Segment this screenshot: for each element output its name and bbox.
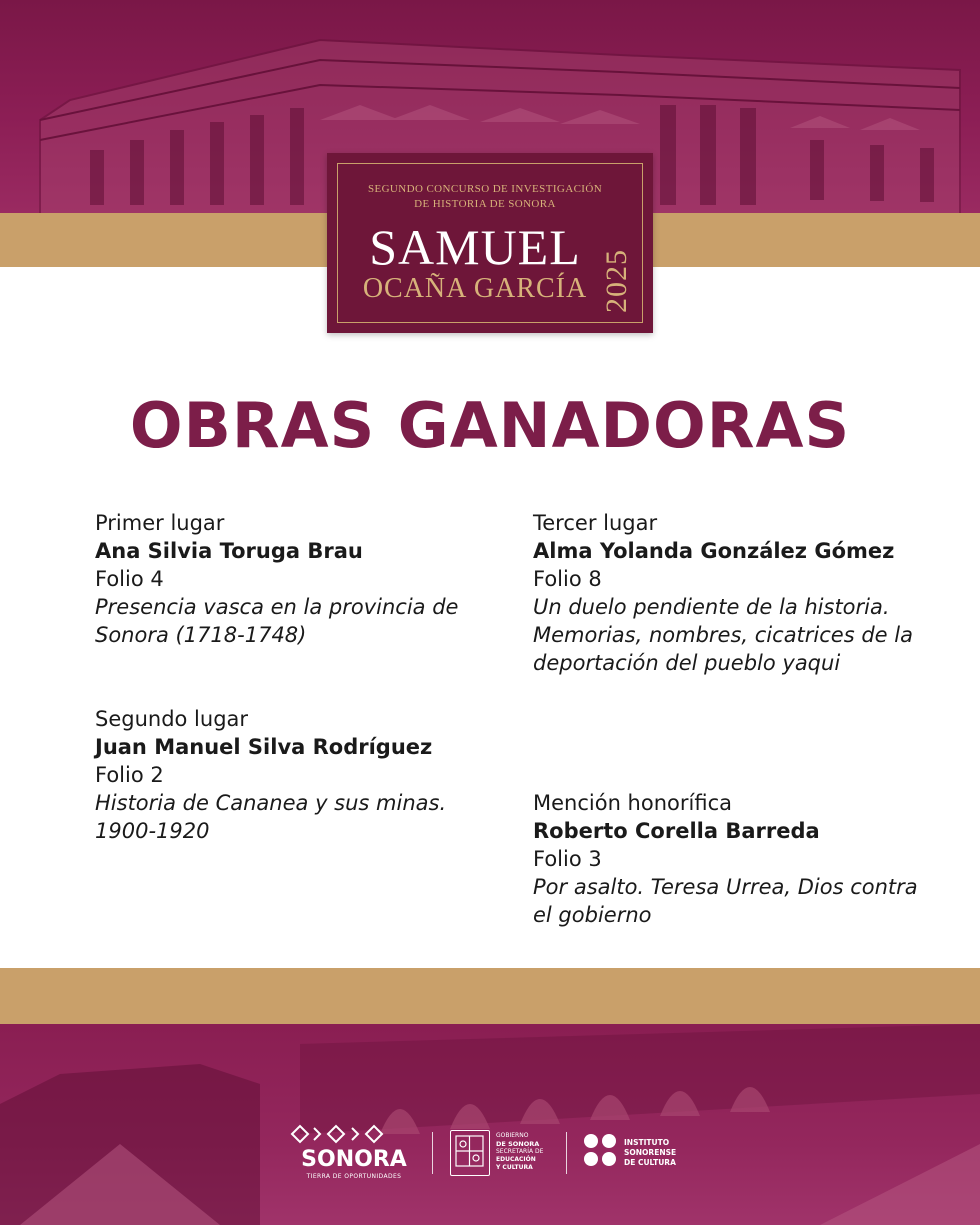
badge-kicker-line2: DE HISTORIA DE SONORA [414, 198, 556, 210]
winner-work: Un duelo pendiente de la historia. Memorias, nombres, cicatrices de la deportación del pueblo yaqui [533, 595, 913, 675]
winner-place: Mención honorífica [533, 791, 732, 815]
sonora-pattern-icon [290, 1124, 390, 1144]
badge-year: 2025 [600, 249, 633, 313]
winner-folio: Folio 4 [95, 567, 164, 591]
winner-place: Segundo lugar [95, 707, 249, 731]
isc-line1: INSTITUTO [624, 1138, 670, 1147]
instituto-text [624, 1138, 704, 1168]
sec-line5: Y CULTURA [496, 1164, 533, 1171]
sonora-logo [290, 1124, 420, 1184]
winner-place: Primer lugar [95, 511, 225, 535]
winner-third [533, 509, 933, 677]
winner-folio: Folio 3 [533, 847, 602, 871]
winner-work: Presencia vasca en la provincia de Sonora (1718-1748) [95, 595, 459, 647]
sonora-wordmark: SONORA [301, 1147, 407, 1172]
winner-person: Ana Silvia Toruga Brau [95, 539, 363, 563]
sec-line2: DE SONORA [496, 1140, 540, 1148]
winner-person: Alma Yolanda González Gómez [533, 539, 895, 563]
footer-photo-street [0, 1024, 980, 1225]
secretaria-logo [450, 1130, 554, 1178]
state-seal-icon [450, 1130, 490, 1176]
winner-second [95, 705, 495, 845]
gold-band-bottom [0, 968, 980, 1024]
winner-honorable-mention [533, 789, 933, 929]
secretaria-text [496, 1132, 556, 1172]
winner-folio: Folio 2 [95, 763, 164, 787]
isc-line3: DE CULTURA [624, 1158, 676, 1167]
winner-person: Juan Manuel Silva Rodríguez [95, 735, 433, 759]
instituto-mark-icon [582, 1132, 618, 1168]
winner-place: Tercer lugar [533, 511, 658, 535]
winner-work: Historia de Cananea y sus minas. 1900-1920 [95, 791, 447, 843]
logo-divider [432, 1132, 433, 1174]
page-title: OBRAS GANADORAS [129, 389, 851, 462]
sec-line3: SECRETARÍA DE [496, 1148, 544, 1155]
winner-work: Por asalto. Teresa Urrea, Dios contra el gobierno [533, 875, 918, 927]
badge-kicker [327, 182, 643, 212]
badge-kicker-line1: SEGUNDO CONCURSO DE INVESTIGACIÓN [367, 183, 603, 195]
winner-folio: Folio 8 [533, 567, 602, 591]
badge-surname: OCAÑA GARCÍA [362, 273, 588, 304]
winner-person: Roberto Corella Barreda [533, 819, 820, 843]
sec-line1: GOBIERNO [496, 1132, 529, 1139]
contest-badge [327, 153, 653, 333]
sec-line4: EDUCACIÓN [496, 1156, 536, 1163]
badge-name: SAMUEL [369, 219, 581, 275]
sonora-tagline: TIERRA DE OPORTUNIDADES [306, 1173, 402, 1180]
winner-first [95, 509, 495, 649]
instituto-logo [582, 1132, 702, 1176]
logo-divider [566, 1132, 567, 1174]
sponsor-logos [290, 1118, 710, 1188]
isc-line2: SONORENSE [624, 1148, 677, 1157]
